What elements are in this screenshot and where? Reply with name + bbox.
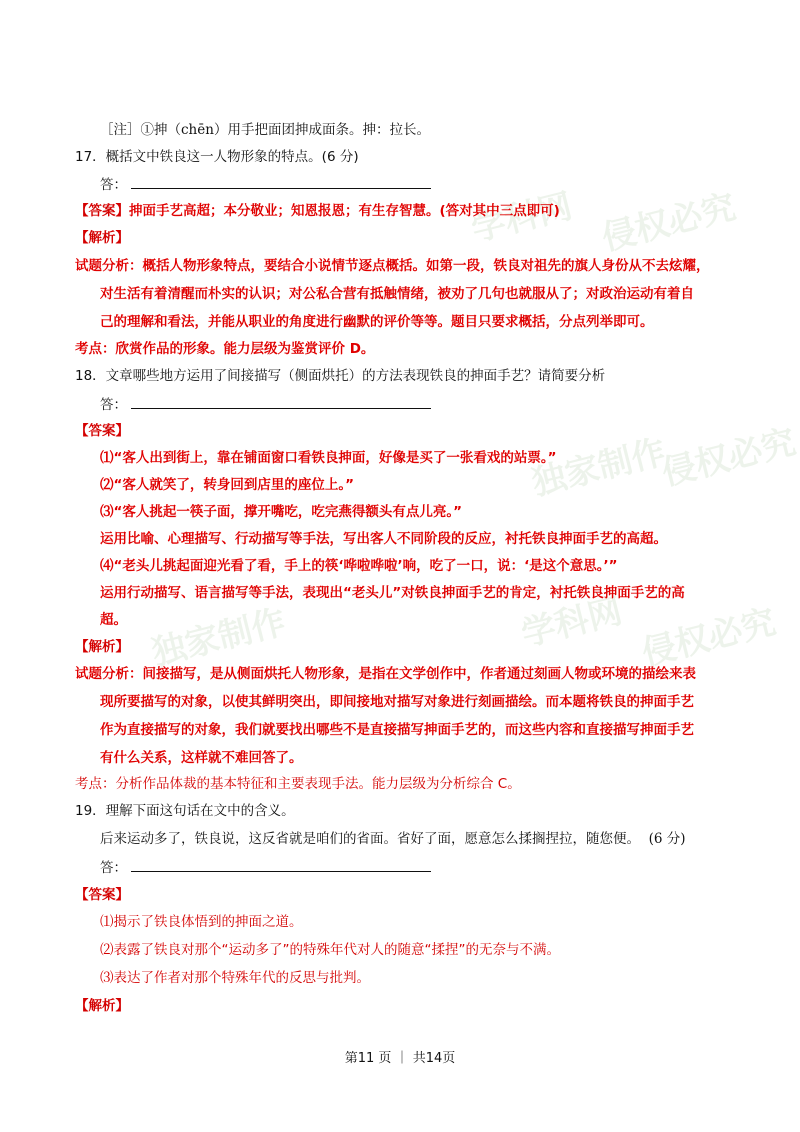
- analysis-line: 己的理解和看法，并能从职业的角度进行幽默的评价等等。题目只要求概括，分点列举即可。: [100, 314, 654, 330]
- page-footer: 第11 页 ｜ 共14页: [344, 1051, 456, 1066]
- watermark: 独家制作: [148, 602, 290, 674]
- kaodian: 考点：欣赏作品的形象。能力层级为鉴赏评价 D。: [75, 341, 375, 357]
- answer-label: 【答案】: [75, 423, 129, 439]
- score: (6 分): [648, 831, 686, 847]
- answer-label: 【答案】: [75, 203, 129, 219]
- watermark: 侵权必究: [658, 422, 800, 494]
- answer-line: 超。: [100, 612, 127, 628]
- answer-line-18: [100, 394, 431, 415]
- answer-text: 抻面手艺高超；本分敬业；知恩报恩；有生存智慧。(答对其中三点即可): [129, 203, 560, 219]
- question-19: 19．理解下面这句话在文中的含义。: [75, 803, 295, 819]
- analysis-line: 试题分析：概括人物形象特点，要结合小说情节逐点概括。如第一段，铁良对祖先的旗人身份从不去炫耀，: [75, 258, 710, 274]
- answer-line: ⑵表露了铁良对那个“运动多了”的特殊年代对人的随意“揉捏”的无奈与不满。: [100, 942, 560, 958]
- answer-prefix: 答：: [100, 397, 127, 413]
- question-18: 18．文章哪些地方运用了间接描写（侧面烘托）的方法表现铁良的抻面手艺？请简要分析: [75, 368, 606, 384]
- analysis-label: 【解析】: [75, 639, 129, 655]
- answer-line: ⑴揭示了铁良体悟到的抻面之道。: [100, 914, 303, 930]
- watermark: 侵权必究: [638, 602, 780, 674]
- answer-line: ⑴“客人出到街上，靠在铺面窗口看铁良抻面，好像是买了一张看戏的站票。”: [100, 450, 557, 466]
- watermark: 侵权必究: [598, 187, 740, 259]
- answer-line-17: [100, 174, 431, 195]
- answer-prefix: 答：: [100, 860, 127, 876]
- watermark: 学科网: [517, 591, 627, 655]
- watermark: 独家制作: [528, 432, 670, 504]
- answer-blank: [131, 174, 431, 189]
- answer-line-19: [100, 857, 431, 878]
- analysis-line: 对生活有着清醒而朴实的认识；对公私合营有抵触情绪，被劝了几句也就服从了；对政治运动有着自: [100, 286, 694, 302]
- answer-blank: [131, 857, 431, 872]
- analysis-line: 试题分析：间接描写，是从侧面烘托人物形象，是指在文学创作中，作者通过刻画人物或环境的描绘来表: [75, 666, 696, 682]
- answer-line: 运用比喻、心理描写、行动描写等手法，写出客人不同阶段的反应，衬托铁良抻面手艺的高超。: [100, 531, 667, 547]
- quote-text: 后来运动多了，铁良说，这反省就是咱们的省面。省好了面，愿意怎么揉搁捏拉，随您便。: [100, 831, 640, 847]
- watermark: 学科网: [467, 186, 577, 250]
- analysis-label: 【解析】: [75, 230, 129, 246]
- kaodian: 考点：分析作品体裁的基本特征和主要表现手法。能力层级为分析综合 C。: [75, 776, 521, 792]
- analysis-label: 【解析】: [75, 998, 129, 1014]
- analysis-line: 作为直接描写的对象，我们就要找出哪些不是直接描写抻面手艺的，而这些内容和直接描写抻面手艺: [100, 722, 694, 738]
- footnote: ［注］①抻（chēn）用手把面团抻成面条。抻：拉长。: [100, 122, 430, 138]
- analysis-line: 有什么关系，这样就不难回答了。: [100, 750, 303, 766]
- quote-line: [100, 829, 686, 849]
- answer-17: [75, 201, 560, 221]
- answer-blank: [131, 394, 431, 409]
- analysis-line: 现所要描写的对象，以使其鲜明突出，即间接地对描写对象进行刻画描绘。而本题将铁良的抻面手艺: [100, 694, 694, 710]
- answer-label: 【答案】: [75, 887, 129, 903]
- answer-line: ⑶表达了作者对那个特殊年代的反思与批判。: [100, 970, 370, 986]
- answer-line: ⑶“客人挑起一筷子面，撑开嘴吃，吃完燕得额头有点儿亮。”: [100, 504, 462, 520]
- question-17: 17．概括文中铁良这一人物形象的特点。(6 分): [75, 149, 359, 165]
- answer-line: 运用行动描写、语言描写等手法，表现出“老头儿”对铁良抻面手艺的肯定，衬托铁良抻面手艺的高: [100, 585, 685, 601]
- answer-prefix: 答：: [100, 177, 127, 193]
- answer-line: ⑷“老头儿挑起面迎光看了看，手上的筷‘哗啦哗啦’响，吃了一口，说：‘是这个意思。’”: [100, 558, 618, 574]
- answer-line: ⑵“客人就笑了，转身回到店里的座位上。”: [100, 477, 354, 493]
